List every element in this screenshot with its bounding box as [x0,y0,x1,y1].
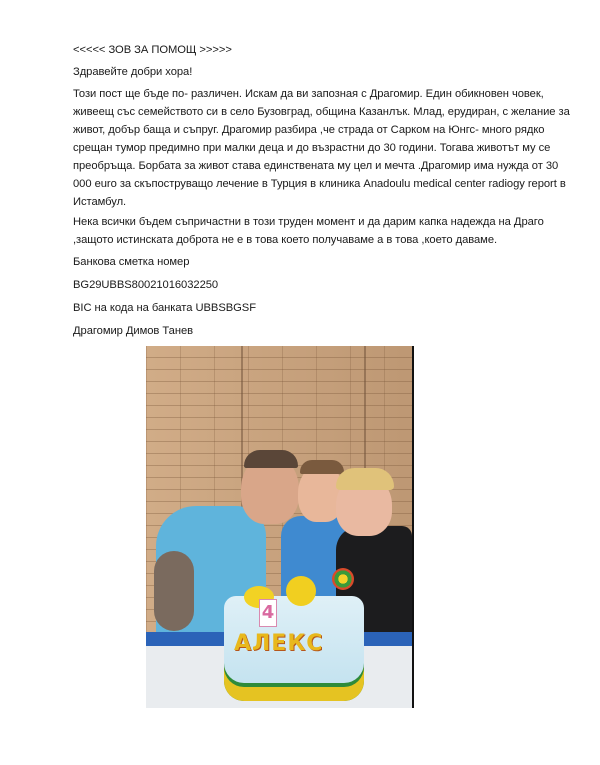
tattooed-arm [154,551,194,631]
cake-name-text: АЛЕКС [234,631,324,656]
family-photo [146,346,414,708]
child-hair [300,460,344,474]
lollipop [332,568,354,590]
cake-figure-bunny [286,576,316,606]
bank-account-label: Банкова сметка номер [73,256,190,268]
bic-line: BIC на кода на банката UBBSBGSF [73,302,256,314]
paragraph-1-line: 000 euro за скъпоструващо лечение в Турция в клиника Anadoulu medical center radiogy report в [73,178,566,190]
paragraph-1-line: срещан тумор предимно при малки деца и до възрастни до 30 години. Тогава животът му се [73,142,551,154]
iban: BG29UBBS80021016032250 [73,279,219,291]
paragraph-1-line: Истамбул. [73,196,127,208]
greeting: Здравейте добри хора! [73,66,193,78]
paragraph-2-line: ,защото истинската доброта не е в това което получаваме а в това ,което даваме. [73,234,498,246]
paragraph-1-line: Този пост ще бъде по- различен. Искам да ви запозная с Драгомир. Един обикновен човек, [73,88,544,100]
paragraph-2-line: Нека всички бъдем съпричастни в този труден момент и да дарим капка надежда на Драго [73,216,544,228]
paragraph-1-line: живот, добър баща и съпруг. Драгомир разбира ,че страда от Сарком на Юнгс- много рядко [73,124,545,136]
paragraph-1-line: живеещ със семейството си в село Бузовград, община Казанлък. Млад, ерудиран, с желание за [73,106,570,118]
number-candle: 4 [259,599,277,627]
document-title: <<<<< ЗОВ ЗА ПОМОЩ >>>>> [73,44,232,56]
woman-hair [336,468,394,490]
paragraph-1-line: преобръща. Борбата за живот става единствената му цел и мечта .Драгомир има нужда от 30 [73,160,559,172]
man-hair [244,450,298,468]
account-holder: Драгомир Димов Танев [73,325,194,337]
